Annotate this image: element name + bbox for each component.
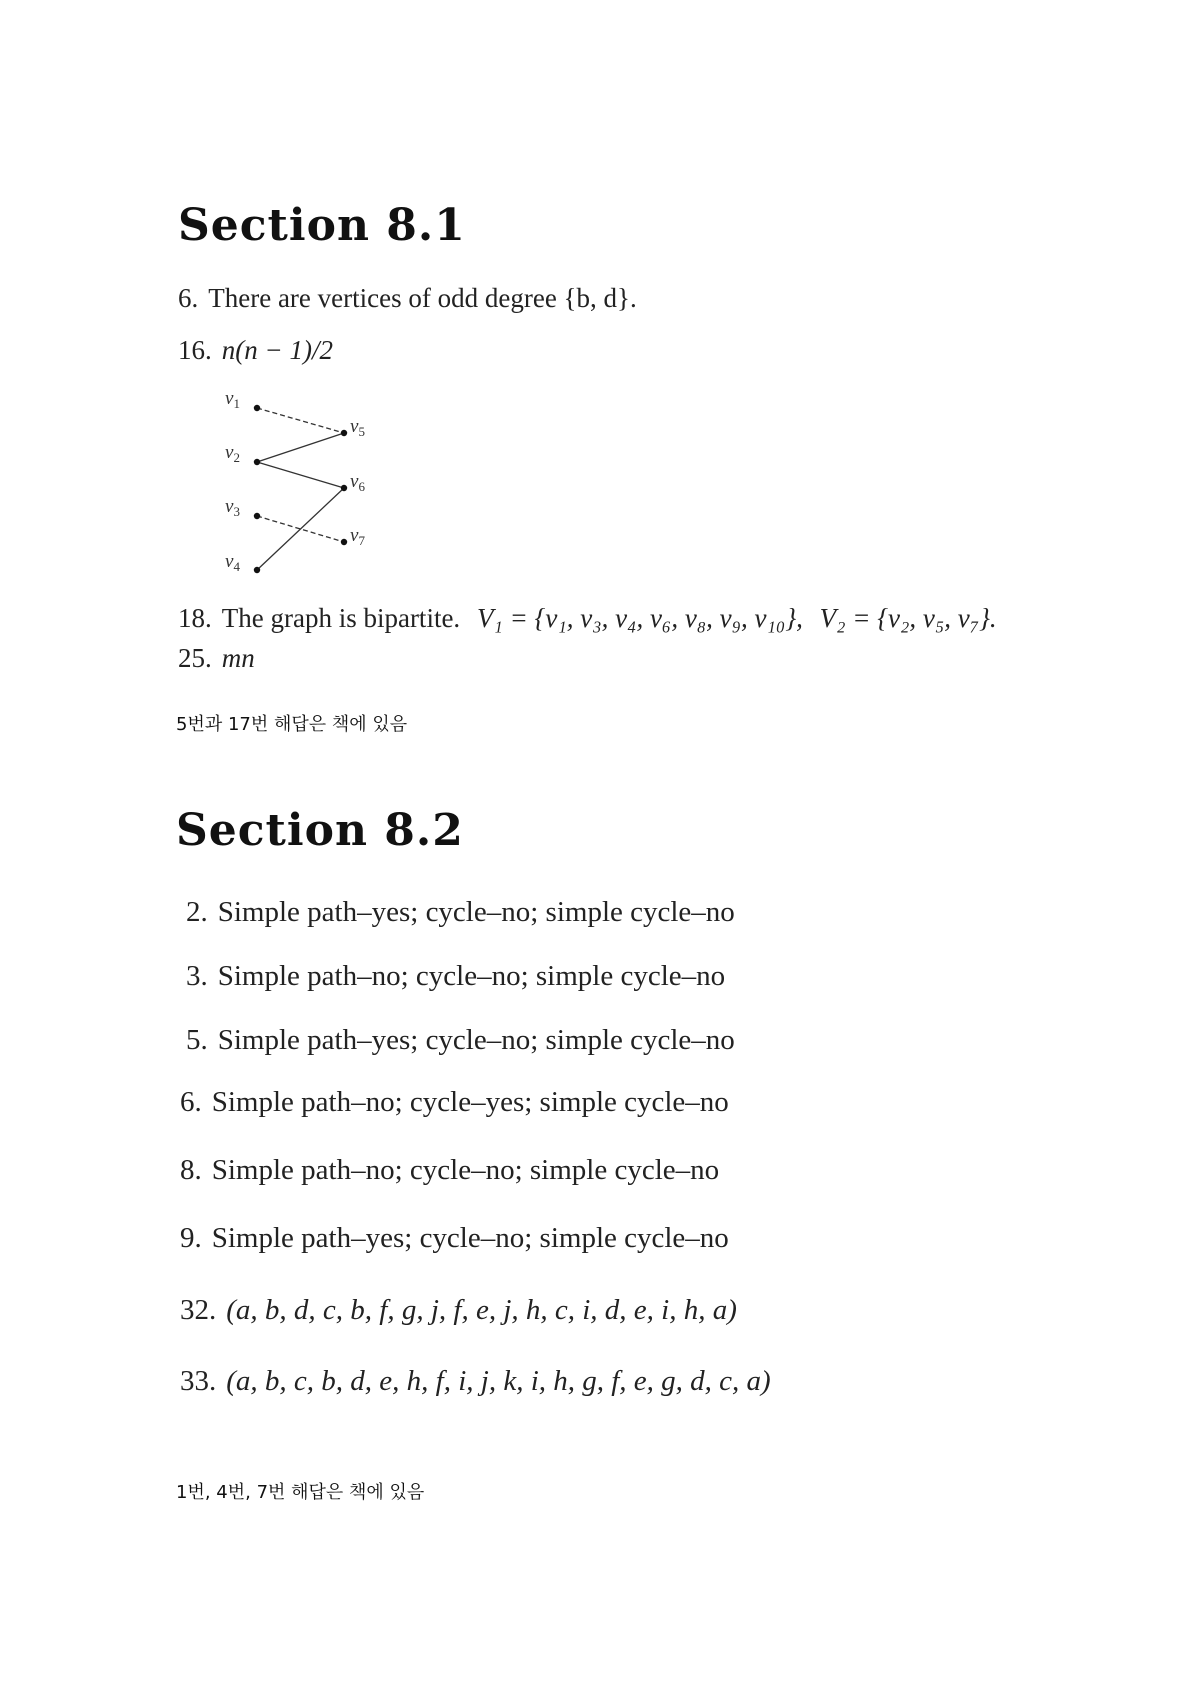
answer-line xyxy=(180,1365,771,1398)
graph-label-v1: $v_1$ xyxy=(225,388,240,411)
graph-node-v2 xyxy=(254,459,260,465)
graph-label-v5: $v_5$ xyxy=(350,416,365,439)
answer-text: (a, b, d, c, b, f, g, j, f, e, j, h, c, i, d, e, i, h, a) xyxy=(226,1294,737,1326)
answer-number: 3. xyxy=(186,960,208,992)
answer-text: Simple path–no; cycle–no; simple cycle–no xyxy=(211,1154,720,1186)
partition-v1: V₁ = {v₁, v₃, v₄, v₆, v₈, v₉, v₁₀}, xyxy=(476,603,803,633)
answer-line xyxy=(180,1086,729,1119)
answer-25-line xyxy=(178,643,255,674)
graph-edge xyxy=(257,408,344,433)
answer-number: 8. xyxy=(180,1154,202,1186)
section-8-2-note: 1번, 4번, 7번 해답은 책에 있음 xyxy=(176,1482,425,1503)
answer-line xyxy=(180,1222,729,1255)
answer-text: Simple path–yes; cycle–no; simple cycle–no xyxy=(217,896,735,928)
bipartite-graph-figure xyxy=(220,388,380,578)
answer-number: 25. xyxy=(178,643,212,673)
graph-edge xyxy=(257,488,344,570)
answer-number: 33. xyxy=(180,1365,217,1397)
graph-label-v3: $v_3$ xyxy=(225,496,240,519)
answer-text: (a, b, c, b, d, e, h, f, i, j, k, i, h, g, f, e, g, d, c, a) xyxy=(226,1365,771,1397)
answer-6-line xyxy=(178,283,637,314)
graph-label-v7: $v_7$ xyxy=(350,525,365,548)
answer-number: 6. xyxy=(180,1086,202,1118)
answer-number: 18. xyxy=(178,603,212,633)
answer-text: Simple path–no; cycle–yes; simple cycle–no xyxy=(211,1086,729,1118)
graph-node-v5 xyxy=(341,430,347,436)
answer-16-line xyxy=(178,335,333,366)
answer-number: 32. xyxy=(180,1294,217,1326)
graph-label-v2: $v_2$ xyxy=(225,442,240,465)
answer-line xyxy=(186,896,735,929)
answer-18-line xyxy=(178,603,997,634)
section-8-1-note: 5번과 17번 해답은 책에 있음 xyxy=(176,714,408,735)
graph-node-v7 xyxy=(341,539,347,545)
answer-number: 16. xyxy=(178,335,212,365)
graph-node-v6 xyxy=(341,485,347,491)
answer-text: The graph is bipartite. xyxy=(221,603,461,633)
answer-line xyxy=(180,1294,737,1327)
answer-number: 6. xyxy=(178,283,199,313)
section-8-1-title: Section 8.1 xyxy=(178,200,466,251)
answer-text: Simple path–yes; cycle–no; simple cycle–no xyxy=(217,1024,735,1056)
answer-line xyxy=(186,1024,735,1057)
graph-edge xyxy=(257,462,344,488)
graph-edge xyxy=(257,433,344,462)
answer-text: Simple path–yes; cycle–no; simple cycle–no xyxy=(211,1222,729,1254)
answer-text: Simple path–no; cycle–no; simple cycle–no xyxy=(217,960,726,992)
answer-text: n(n − 1)/2 xyxy=(221,335,333,365)
graph-label-v6: $v_6$ xyxy=(350,471,365,494)
graph-node-v1 xyxy=(254,405,260,411)
answer-line xyxy=(186,960,725,993)
graph-label-v4: $v_4$ xyxy=(225,551,240,574)
answer-number: 9. xyxy=(180,1222,202,1254)
section-8-2-title: Section 8.2 xyxy=(176,805,464,856)
partition-v2: V₂ = {v₂, v₅, v₇}. xyxy=(819,603,997,633)
answer-line xyxy=(180,1154,719,1187)
graph-node-v3 xyxy=(254,513,260,519)
answer-text: mn xyxy=(221,643,255,673)
answer-text: There are vertices of odd degree {b, d}. xyxy=(208,283,637,313)
graph-node-v4 xyxy=(254,567,260,573)
answer-number: 5. xyxy=(186,1024,208,1056)
answer-number: 2. xyxy=(186,896,208,928)
